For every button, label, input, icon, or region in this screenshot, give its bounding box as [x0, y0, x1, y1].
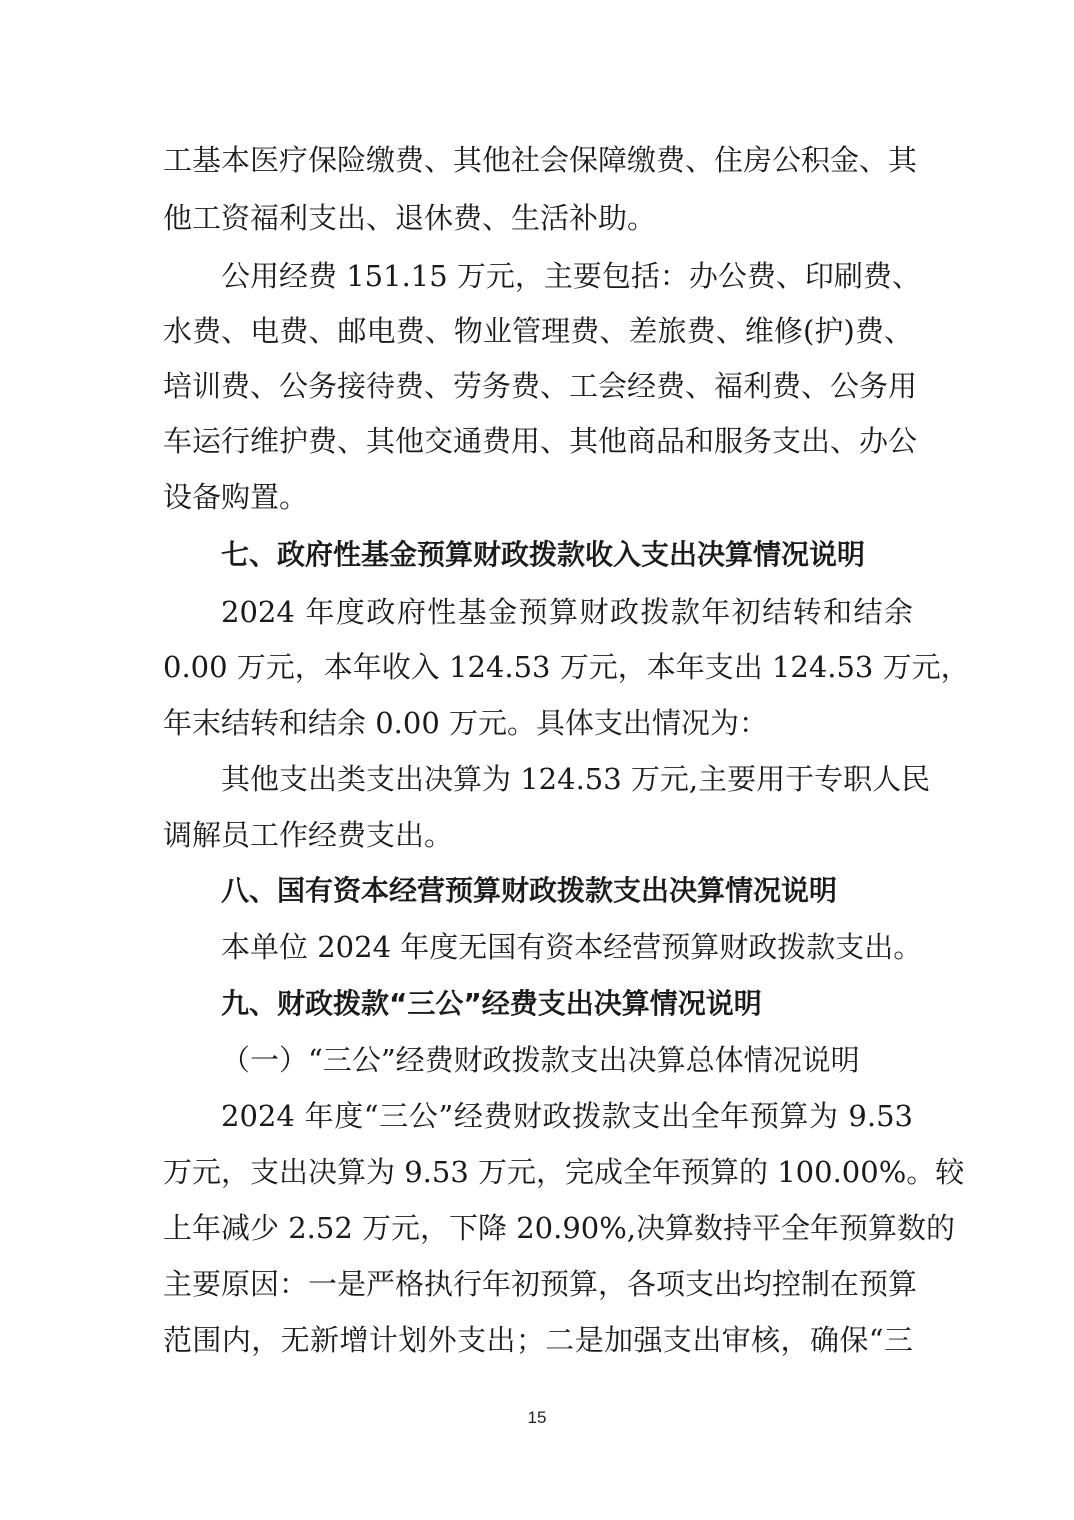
body-line: 调解员工作经费支出。 — [163, 818, 454, 852]
section-heading: 八、国有资本经营预算财政拨款支出决算情况说明 — [221, 874, 838, 907]
body-line: 车运行维护费、其他交通费用、其他商品和服务支出、办公 — [163, 424, 918, 458]
body-line: 工基本医疗保险缴费、其他社会保障缴费、住房公积金、其 — [163, 143, 918, 177]
body-line: 公用经费 151.15 万元，主要包括：办公费、印刷费、 — [221, 259, 921, 293]
body-line: 范围内，无新增计划外支出；二是加强支出审核，确保“三 — [163, 1323, 913, 1357]
section-heading: 七、政府性基金预算财政拨款收入支出决算情况说明 — [221, 538, 866, 571]
section-heading: 九、财政拨款“三公”经费支出决算情况说明 — [221, 987, 762, 1020]
body-line: 2024 年度政府性基金预算财政拨款年初结转和结余 — [221, 595, 913, 629]
subsection-heading: （一）“三公”经费财政拨款支出决算总体情况说明 — [221, 1043, 860, 1077]
body-line: 他工资福利支出、退休费、生活补助。 — [163, 201, 657, 235]
body-line: 年末结转和结余 0.00 万元。具体支出情况为： — [163, 706, 769, 740]
body-line: 设备购置。 — [163, 480, 309, 514]
body-line: 主要原因：一是严格执行年初预算，各项支出均控制在预算 — [163, 1267, 918, 1301]
body-line: 0.00 万元，本年收入 124.53 万元，本年支出 124.53 万元， — [163, 650, 970, 684]
body-line: 培训费、公务接待费、劳务费、工会经费、福利费、公务用 — [163, 369, 918, 403]
body-line: 水费、电费、邮电费、物业管理费、差旅费、维修(护)费、 — [163, 314, 913, 348]
page-number: 15 — [527, 1408, 547, 1427]
body-line: 万元，支出决算为 9.53 万元，完成全年预算的 100.00%。较 — [163, 1155, 965, 1189]
body-line: 上年减少 2.52 万元，下降 20.90%,决算数持平全年预算数的 — [163, 1211, 956, 1245]
body-line: 2024 年度“三公”经费财政拨款支出全年预算为 9.53 — [221, 1099, 913, 1133]
body-line: 其他支出类支出决算为 124.53 万元,主要用于专职人民 — [221, 762, 931, 796]
body-line: 本单位 2024 年度无国有资本经营预算财政拨款支出。 — [221, 930, 923, 964]
